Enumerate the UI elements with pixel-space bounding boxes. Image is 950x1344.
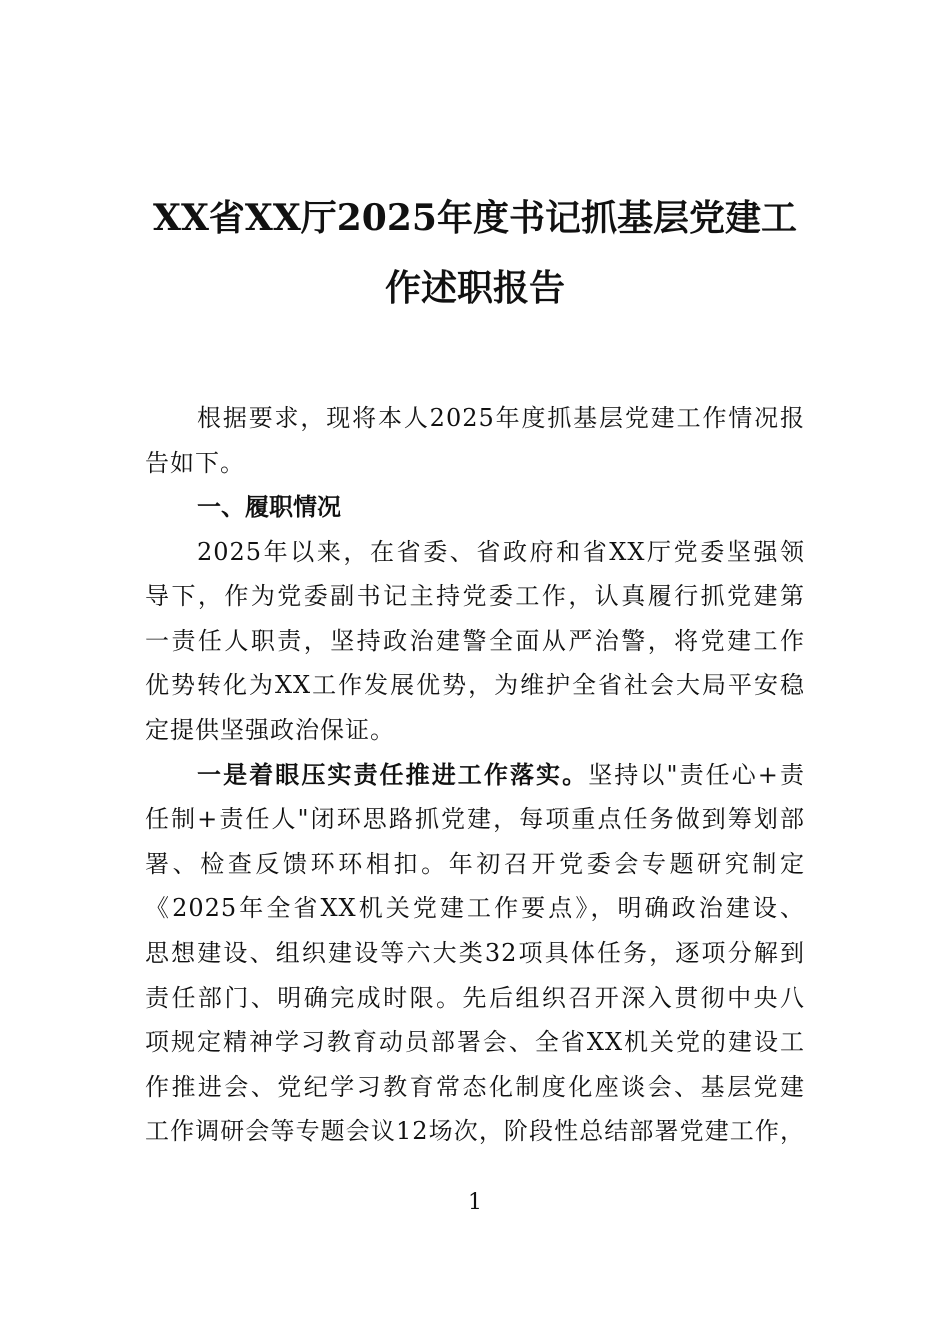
- section1-line-1: 2025年以来，在省委、省政府和省XX厅党委坚强领: [197, 538, 805, 566]
- point1-first-line: [197, 760, 805, 790]
- intro-line-1: 根据要求，现将本人2025年度抓基层党建工作情况报: [197, 404, 805, 432]
- point1-line-8: 作推进会、党纪学习教育常态化制度化座谈会、基层党建: [145, 1073, 805, 1101]
- intro-line-2: 告如下。: [145, 449, 245, 477]
- point1-line-4: 《2025年全省XX机关党建工作要点》，明确政治建设、: [145, 894, 805, 922]
- point1-bold-lead: 一是着眼压实责任推进工作落实。: [197, 760, 589, 789]
- point1-first-rest: 坚持以"责任心+责: [588, 761, 805, 789]
- point1-line-2: 任制+责任人"闭环思路抓党建，每项重点任务做到筹划部: [145, 805, 805, 833]
- document-title-line-2: 作述职报告: [384, 267, 565, 309]
- section1-line-2: 导下，作为党委副书记主持党委工作，认真履行抓党建第: [145, 582, 805, 610]
- point1-line-5: 思想建设、组织建设等六大类32项具体任务，逐项分解到: [145, 939, 805, 967]
- point1-line-9: 工作调研会等专题会议12场次，阶段性总结部署党建工作，: [145, 1117, 805, 1145]
- section-heading: 一、履职情况: [197, 492, 341, 521]
- point1-line-3: 署、检查反馈环环相扣。年初召开党委会专题研究制定: [145, 850, 805, 878]
- document-title-line-1: XX省XX厅2025年度书记抓基层党建工: [153, 197, 797, 239]
- section1-line-4: 优势转化为XX工作发展优势，为维护全省社会大局平安稳: [145, 671, 805, 699]
- section1-line-5: 定提供坚强政治保证。: [145, 716, 395, 744]
- page-number: 1: [468, 1190, 482, 1215]
- point1-line-7: 项规定精神学习教育动员部署会、全省XX机关党的建设工: [145, 1028, 805, 1056]
- point1-line-6: 责任部门、明确完成时限。先后组织召开深入贯彻中央八: [145, 984, 805, 1012]
- section1-line-3: 一责任人职责，坚持政治建警全面从严治警，将党建工作: [145, 627, 805, 655]
